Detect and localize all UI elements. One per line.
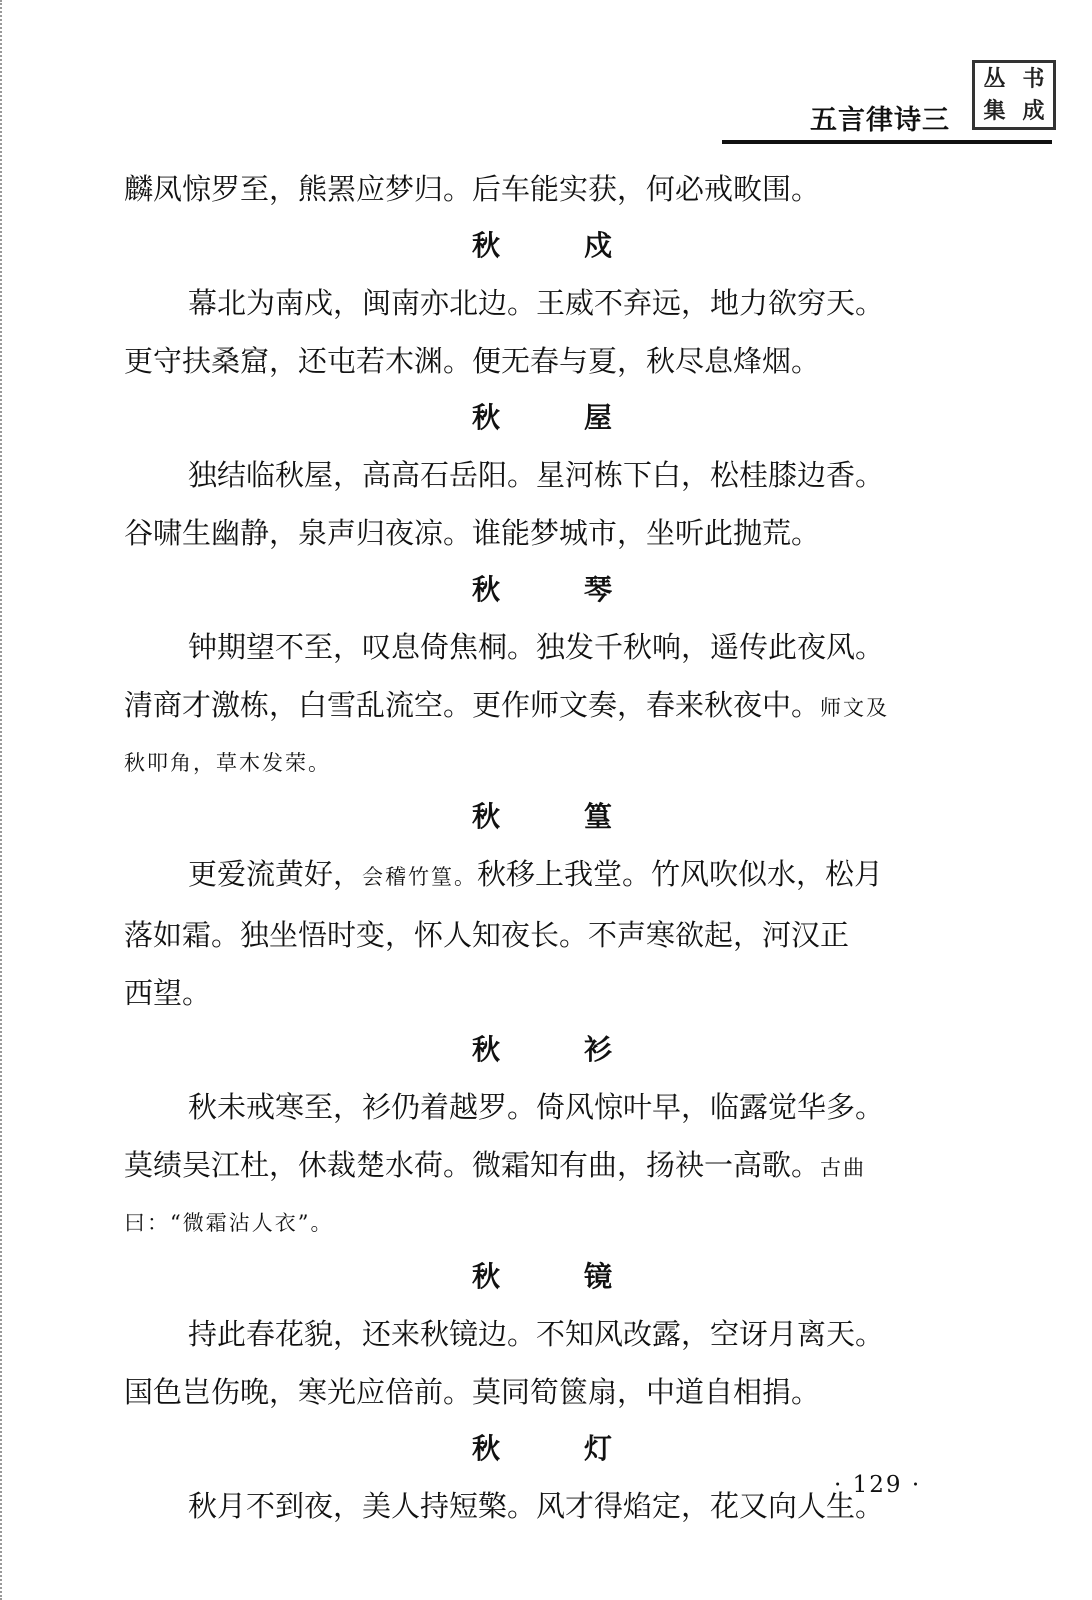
poem-line: 独结临秋屋，高高石岳阳。星河栋下白，松桂膝边香。 <box>188 458 885 492</box>
annotation-line: 秋叩角，草木发荣。 <box>124 751 331 775</box>
poem-title: 秋 镜 <box>471 1260 640 1293</box>
page-number: · 129 · <box>834 1472 922 1498</box>
collection-seal: 丛 书 集 成 <box>972 60 1056 130</box>
poem-title: 秋 灯 <box>471 1432 640 1465</box>
poem-title: 秋 篁 <box>471 800 640 833</box>
page-body <box>124 160 954 1535</box>
poem-line <box>124 676 954 737</box>
poem-title: 秋 琴 <box>471 573 640 606</box>
poem-line <box>124 1136 954 1197</box>
poem-line: 持此春花貌，还来秋镜边。不知风改露，空讶月离天。 <box>188 1317 885 1351</box>
poem-text: 更爱流黄好， <box>188 857 363 891</box>
annotation: 会稽竹篁。 <box>362 865 478 889</box>
scan-margin-marks <box>0 0 8 1600</box>
poem-line: 秋未戒寒至，衫仍着越罗。倚风惊叶早，临露觉华多。 <box>188 1090 885 1124</box>
poem-line: 谷啸生幽静，泉声归夜凉。谁能梦城市，坐听此抛荒。 <box>124 516 821 550</box>
running-header-title: 五言律诗三 <box>810 105 950 136</box>
poem-line: 国色岂伤晚，寒光应倍前。莫同筍篋扇，中道自相捐。 <box>124 1375 821 1409</box>
poem-title: 秋 戍 <box>471 229 640 262</box>
annotation-line: 曰：“微霜沾人衣”。 <box>124 1211 334 1235</box>
poem-line <box>124 845 954 906</box>
poem-title: 秋 屋 <box>471 401 640 434</box>
poem-line: 麟凤惊罗至，熊罴应梦归。后车能实获，何必戒畋围。 <box>124 172 821 206</box>
annotation: 古曲 <box>820 1156 867 1180</box>
poem-line: 更守扶桑窟，还屯若木渊。便无春与夏，秋尽息烽烟。 <box>124 344 821 378</box>
poem-line: 落如霜。独坐悟时变，怀人知夜长。不声寒欲起，河汉正 <box>124 918 850 952</box>
header-rule <box>722 140 1052 144</box>
poem-text: 清商才激栋，白雪乱流空。更作师文奏，春来秋夜中。 <box>124 688 821 722</box>
poem-text: 莫绩吴江杜，休裁楚水荷。微霜知有曲，扬袂一高歌。 <box>124 1148 821 1182</box>
poem-text: 秋移上我堂。竹风吹似水，松月 <box>477 857 884 891</box>
poem-line: 幕北为南戍，闽南亦北边。王威不弃远，地力欲穷天。 <box>188 286 885 320</box>
poem-title: 秋 衫 <box>471 1033 640 1066</box>
annotation: 师文及 <box>820 696 890 720</box>
poem-line: 秋月不到夜，美人持短檠。风才得焰定，花又向人生。 <box>188 1489 885 1523</box>
poem-line: 钟期望不至，叹息倚焦桐。独发千秋响，遥传此夜风。 <box>188 630 885 664</box>
poem-line: 西望。 <box>124 976 212 1010</box>
